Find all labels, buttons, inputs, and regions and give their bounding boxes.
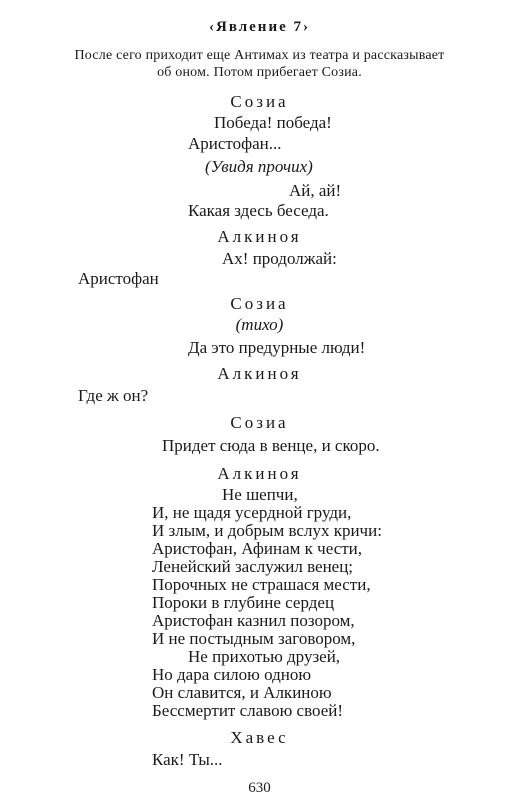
verse-line: Да это предурные люди! (188, 338, 366, 357)
verse-line: И не постыдным заговором, (152, 629, 356, 648)
speaker-name: Созиа (230, 413, 289, 432)
verse-line: Ах! продолжай: (222, 249, 337, 268)
verse-line: Ленейский заслужил венец; (152, 557, 354, 576)
stage-remark: (Увидя прочих) (205, 157, 313, 176)
verse-line: Где ж он? (78, 386, 149, 405)
speaker-name: Хавес (230, 728, 289, 747)
verse-line: Аристофан казнил позором, (152, 611, 355, 630)
speaker-name: Алкиноя (217, 227, 302, 246)
stage-direction-line-2: об оном. Потом прибегает Созиа. (157, 65, 362, 80)
verse-line: И, не щадя усердной груди, (152, 503, 352, 522)
verse-line: Но дара силою одною (152, 665, 312, 684)
speaker-name: Алкиноя (217, 464, 302, 483)
verse-line: Как! Ты... (152, 750, 223, 769)
verse-line: Ай, ай! (289, 181, 342, 200)
verse-line: Аристофан... (188, 134, 282, 153)
verse-line: Пороки в глубине сердец (152, 593, 335, 612)
verse-line: Порочных не страшася мести, (152, 575, 371, 594)
page-number: 630 (248, 780, 271, 796)
verse-line: Бессмертит славою своей! (152, 701, 344, 720)
verse-line: Какая здесь беседа. (188, 201, 329, 220)
stage-remark: (тихо) (235, 315, 284, 334)
speaker-name: Созиа (230, 294, 289, 313)
verse-line: Аристофан, Афинам к чести, (152, 539, 363, 558)
verse-line: Победа! победа! (214, 113, 332, 132)
verse-line: Не шепчи, (222, 485, 298, 504)
scene-title: ‹Явление 7› (209, 19, 310, 35)
stage-direction-line-1: После сего приходит еще Антимах из театра и рассказывает (74, 48, 445, 63)
speaker-name: Алкиноя (217, 364, 302, 383)
verse-line: Он славится, и Алкиною (152, 683, 332, 702)
speaker-name: Созиа (230, 92, 289, 111)
verse-line: Аристофан (78, 269, 159, 288)
verse-line: И злым, и добрым вслух кричи: (152, 521, 382, 540)
verse-line: Придет сюда в венце, и скоро. (162, 436, 380, 455)
verse-line: Не прихотью друзей, (188, 647, 341, 666)
